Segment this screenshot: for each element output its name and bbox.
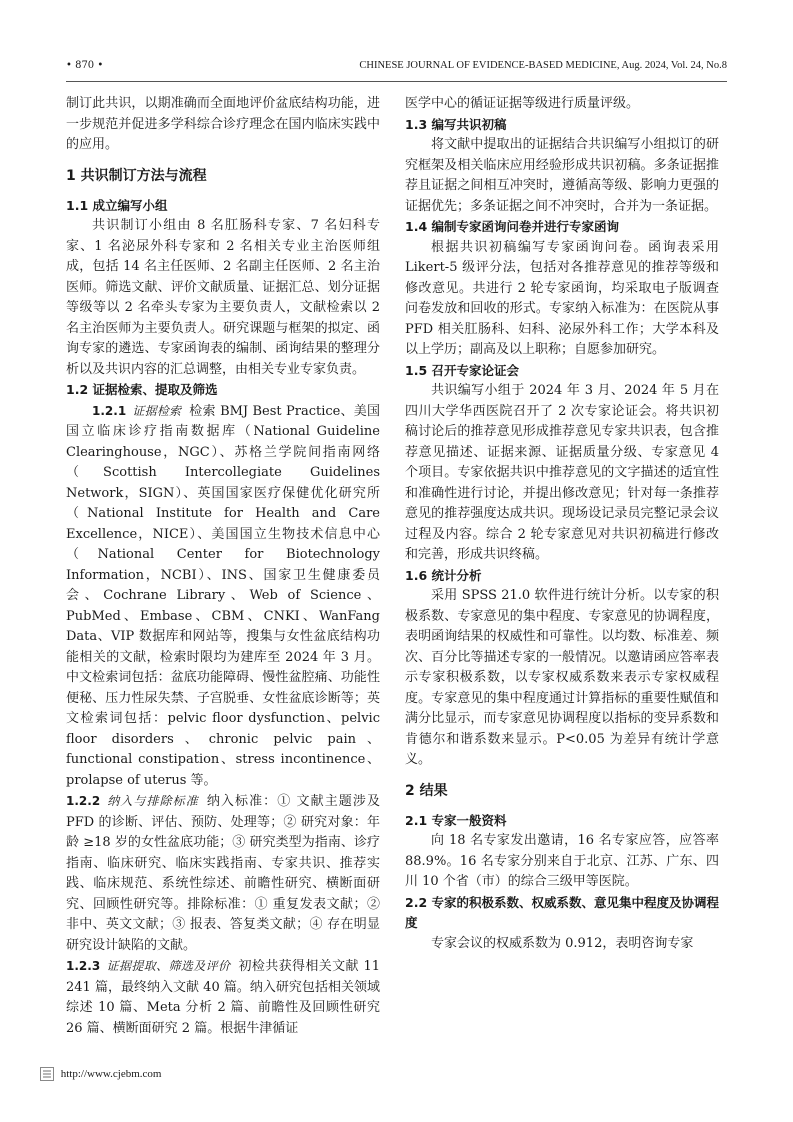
section-1-5-text: 共识编写小组于 2024 年 3 月、2024 年 5 月在四川大学华西医院召开了 2 次专家论证会。将共识初稿讨论后的推荐意见形成推荐意见专家共识表，包含推荐意见描述、证据来源、证据质量分级、专家意见 4 个项目。专家依据共识中推荐意见的文字描述的适宜性和准确性进行讨论，并提出修改意见；针对每一条推荐意见的推荐强度达成共识。现场设记录员完整记录会议过程及内容。综合 2 轮专家意见对共识初稿进行修改和完善，形成共识终稿。 — [405, 383, 719, 562]
intro-paragraph: 制订此共识，以期准确而全面地评价盆底结构功能，进一步规范并促进多学科综合诊疗理念在国内临床实践中的应用。 — [66, 96, 380, 152]
section-1-5-heading: 1.5 召开专家论证会 — [405, 362, 519, 378]
section-1-heading: 1 共识制订方法与流程 — [66, 167, 207, 184]
section-1-2-3-label: 证据提取、筛选及评价 — [106, 959, 231, 973]
header-rule — [66, 81, 727, 82]
section-1-2-2-text — [66, 791, 380, 956]
section-1-6-heading: 1.6 统计分析 — [405, 567, 482, 583]
right-column — [405, 94, 719, 954]
section-1-4-text: 根据共识初稿编写专家函询问卷。函询表采用 Likert-5 级评分法，包括对各推荐意见的推荐等级和修改意见。共进行 2 轮专家函询，均采取电子版调查问卷发放和回收的形式。专家纳入标准为：在医院从事 PFD 相关肛肠科、妇科、泌尿外科工作；大学本科及以上学历；副高及以上职称；自愿参加研究。 — [405, 239, 719, 357]
section-1-2-1-body: 检索 BMJ Best Practice、美国国立临床诊疗指南数据库（National Guideline Clearinghouse，NGC）、苏格兰学院间指南网络（Scottish Intercollegiate Guidelines Network，SIGN）、英国国家医疗保健优化研究所（National Institute for Health and Care Excellence，NICE）、美国国立生物技术信息中心（National Center for Biotechnology Information，NCBI）、INS、国家卫生健康委员会、Cochrane Library、Web of Science、PubMed、Embase、CBM、CNKI、WanFang Data、VIP 数据库和网站等，搜集与女性盆底结构功能相关的文献，检索时限均为建库至 2024 年 3 月。中文检索词包括：盆底功能障碍、慢性盆腔痛、功能性便秘、压力性尿失禁、子宫脱垂、女性盆底诊断等；英文检索词包括：pelvic floor dysfunction、pelvic floor disorders、chronic pelvic pain、functional constipation、stress incontinence、prolapse of uterus 等。 — [66, 403, 380, 788]
journal-citation: CHINESE JOURNAL OF EVIDENCE-BASED MEDICINE, Aug. 2024, Vol. 24, No.8 — [359, 60, 727, 71]
section-1-2-2-number: 1.2.2 — [66, 794, 101, 808]
section-1-2-3-text — [66, 956, 380, 1039]
section-1-1-text: 共识制订小组由 8 名肛肠科专家、7 名妇科专家、1 名泌尿外科专家和 2 名相关专业主治医师组成，包括 14 名主任医师、2 名副主任医师、2 名主治医师。筛选文献、评价文献质量、证据汇总、划分证据等级等以 2 名牵头专家为主要负责人，文献检索以 2 名主治医师为主要负责人。研究课题与框架的拟定、函询专家的遴选、专家函询表的编制、函询结果的整理分析以及共识内容的汇总调整，由相关专业专家负责。 — [66, 218, 380, 377]
section-1-6-text: 采用 SPSS 21.0 软件进行统计分析。以专家的积极系数、专家意见的集中程度、专家意见的协调程度，表明函询结果的权威性和可靠性。以均数、标准差、频次、百分比等描述专家的一般情况。以邀请函应答率表示专家积极系数，以专家权威系数来表示专家权威程度。专家意见的集中程度通过计算指标的重要性赋值和满分比显示，而专家意见协调程度以指标的变异系数和肯德尔和谐系数来显示。P<0.05 为差异有统计学意义。 — [405, 588, 719, 767]
section-1-4-heading: 1.4 编制专家函询问卷并进行专家函询 — [405, 219, 619, 234]
section-1-2-1-label: 证据检索 — [132, 403, 182, 418]
page-number: • 870 • — [66, 60, 104, 71]
continued-paragraph: 医学中心的循证证据等级进行质量评级。 — [405, 96, 640, 111]
section-1-1-heading: 1.1 成立编写小组 — [66, 197, 168, 213]
section-2-1-text: 向 18 名专家发出邀请，16 名专家应答，应答率 88.9%。16 名专家分别来自于北京、江苏、广东、四川 10 个省（市）的综合三级甲等医院。 — [405, 833, 719, 889]
section-1-2-heading: 1.2 证据检索、提取及筛选 — [66, 382, 218, 397]
journal-logo-icon — [40, 1067, 54, 1081]
journal-url[interactable]: http://www.cjebm.com — [60, 1068, 162, 1080]
running-header — [66, 60, 727, 74]
section-1-3-heading: 1.3 编写共识初稿 — [405, 116, 507, 132]
section-1-2-2-label: 纳入与排除标准 — [106, 794, 199, 808]
section-1-2-3-number: 1.2.3 — [66, 959, 101, 973]
section-2-1-heading: 2.1 专家一般资料 — [405, 812, 507, 828]
section-1-2-3-body: 初检共获得相关文献 11 241 篇，最终纳入文献 40 篇。纳入研究包括相关领域综述 10 篇、Meta 分析 2 篇、前瞻性及回顾性研究 26 篇、横断面研究 2 篇。根据牛津循证 — [66, 959, 380, 1036]
section-1-3-text: 将文献中提取出的证据结合共识编写小组拟订的研究框架及相关临床应用经验形成共识初稿。多条证据推荐且证据之间相互冲突时，遵循高等级、影响力更强的证据优先；多条证据之间不冲突时，合并为一条证据。 — [405, 137, 719, 214]
section-2-2-text: 专家会议的权威系数为 0.912，表明咨询专家 — [431, 935, 694, 951]
section-1-2-1-number: 1.2.1 — [92, 403, 127, 418]
section-2-2-heading: 2.2 专家的积极系数、权威系数、意见集中程度及协调程度 — [405, 894, 719, 930]
section-1-2-1-text — [66, 401, 380, 792]
section-1-2-2-body: 纳入标准：① 文献主题涉及 PFD 的诊断、评估、预防、处理等；② 研究对象：年龄 ≥18 岁的女性盆底功能；③ 研究类型为指南、诊疗指南、临床研究、临床实践指南、专家共识、推荐实践、临床规范、系统性综述、前瞻性研究、横断面研究、回顾性研究等。排除标准：① 重复发表文献；② 非中、英文文献；③ 报表、答复类文献；④ 存在明显研究设计缺陷的文献。 — [66, 794, 380, 953]
left-column — [66, 94, 380, 1039]
section-2-heading: 2 结果 — [405, 782, 448, 799]
page-footer — [40, 1067, 161, 1087]
